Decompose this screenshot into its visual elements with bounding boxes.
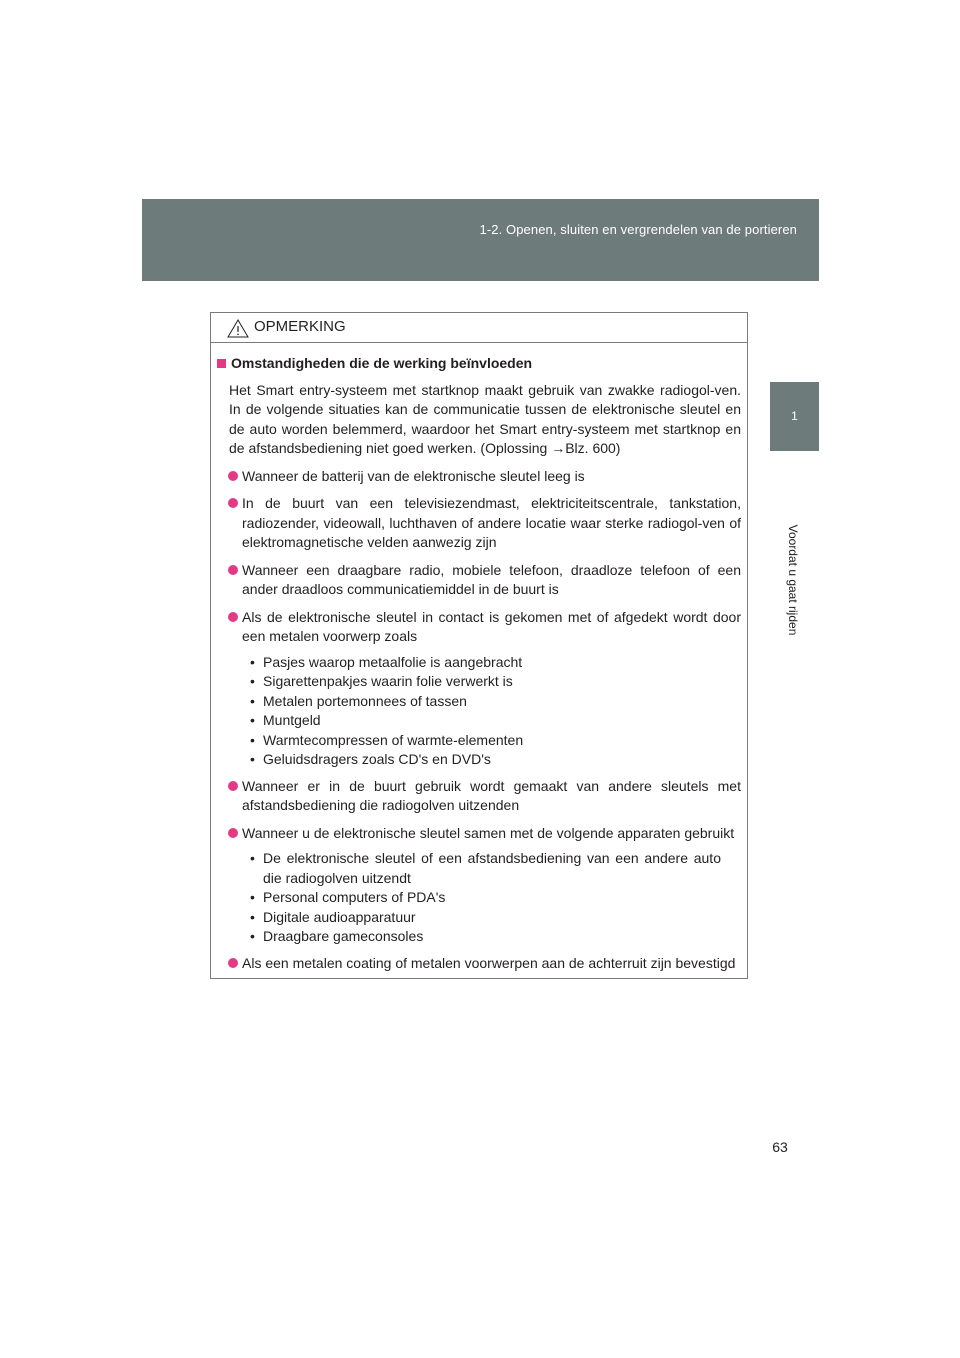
circle-bullet-icon: [228, 612, 238, 622]
circle-bullet-icon: [228, 828, 238, 838]
list-item-text: Als een metalen coating of metalen voorwerpen aan de achterruit zijn bevestigd: [242, 954, 736, 971]
circle-bullet-icon: [228, 781, 238, 791]
bullet-list: [217, 467, 741, 974]
sub-list: [217, 849, 741, 947]
sub-list-item: [217, 731, 741, 751]
notice-box: [210, 312, 748, 979]
list-item: [217, 494, 741, 553]
sub-list-item-text: Draagbare gameconsoles: [263, 928, 424, 944]
page-number: 63: [772, 1139, 788, 1155]
small-bullet-icon: •: [250, 673, 255, 689]
sub-list-item: [217, 849, 741, 888]
list-item: [217, 608, 741, 647]
small-bullet-icon: •: [250, 751, 255, 767]
notice-title: OPMERKING: [254, 318, 346, 335]
small-bullet-icon: •: [250, 850, 255, 866]
list-item-text: Wanneer een draagbare radio, mobiele telefoon, draadloze telefoon of een ander draadloos communicatiemiddel in de buurt is: [242, 561, 741, 597]
small-bullet-icon: •: [250, 928, 255, 944]
sub-list-item-text: Warmtecompressen of warmte-elementen: [263, 731, 524, 748]
subheading-text: Omstandigheden die de werking beïnvloeden: [231, 355, 533, 371]
small-bullet-icon: •: [250, 692, 255, 709]
sub-list-item-text: Sigarettenpakjes waarin folie verwerkt is: [263, 673, 513, 689]
list-item: [217, 777, 741, 816]
sub-list-item-text: Digitale audioapparatuur: [263, 908, 416, 925]
small-bullet-icon: •: [250, 731, 255, 748]
list-item-text: In de buurt van een televisiezendmast, elektriciteitscentrale, tankstation, radiozender, videowall, luchthaven of andere locatie waar sterke radiogol-ven of elektromagnetische velden aanwezig zijn: [242, 495, 741, 550]
sub-list-item: [217, 672, 741, 692]
chapter-number: 1: [791, 409, 798, 423]
sub-list-item-text: De elektronische sleutel of een afstandsbediening van een andere auto die radiogolven uitzendt: [263, 850, 721, 886]
circle-bullet-icon: [228, 471, 238, 481]
sub-list-item-text: Metalen portemonnees of tassen: [263, 692, 467, 709]
small-bullet-icon: •: [250, 908, 255, 925]
sub-list-item: [217, 711, 741, 731]
chapter-tab: [770, 382, 819, 451]
sub-list-item: [217, 692, 741, 712]
intro-paragraph: Het Smart entry-systeem met startknop maakt gebruik van zwakke radiogol-ven. In de volgende situaties kan de communicatie tussen de elektronische sleutel en de auto worden belemmerd, waardoor het Smart entry-systeem met startknop en de afstandsbediening niet goed werken. (Oplossing →Blz. 600): [229, 381, 741, 456]
section-title: 1-2. Openen, sluiten en vergrendelen van de portieren: [479, 222, 797, 237]
list-item-text: Wanneer de batterij van de elektronische sleutel leeg is: [242, 467, 585, 484]
sub-list-item-text: Personal computers of PDA's: [263, 889, 446, 905]
list-item: [217, 824, 741, 844]
subheading: [217, 354, 741, 374]
sub-list-item: [217, 653, 741, 673]
list-item: [217, 561, 741, 600]
small-bullet-icon: •: [250, 712, 255, 728]
circle-bullet-icon: [228, 958, 238, 968]
chapter-label-text: Voordat u gaat rijden: [786, 524, 800, 636]
circle-bullet-icon: [228, 565, 238, 575]
small-bullet-icon: •: [250, 889, 255, 905]
sub-list-item: [217, 888, 741, 908]
warning-triangle-icon: [227, 319, 249, 338]
notice-body: [211, 343, 747, 973]
list-item: [217, 467, 741, 487]
small-bullet-icon: •: [250, 653, 255, 670]
sub-list: [217, 653, 741, 770]
list-item: [217, 954, 741, 974]
notice-header: [211, 313, 747, 343]
sub-list-item: [217, 750, 741, 770]
circle-bullet-icon: [228, 498, 238, 508]
header-band: [142, 199, 819, 281]
sub-list-item-text: Pasjes waarop metaalfolie is aangebracht: [263, 653, 523, 670]
list-item-text: Wanneer u de elektronische sleutel samen met de volgende apparaten gebruikt: [242, 824, 735, 841]
chapter-side-label: [782, 520, 804, 640]
sub-list-item-text: Geluidsdragers zoals CD's en DVD's: [263, 751, 491, 767]
square-icon: [217, 359, 226, 368]
list-item-text: Wanneer er in de buurt gebruik wordt gemaakt van andere sleutels met afstandsbediening die radiogolven uitzenden: [242, 777, 741, 813]
sub-list-item: [217, 908, 741, 928]
list-item-text: Als de elektronische sleutel in contact is gekomen met of afgedekt wordt door een metalen voorwerp zoals: [242, 608, 741, 644]
sub-list-item: [217, 927, 741, 947]
sub-list-item-text: Muntgeld: [263, 712, 321, 728]
